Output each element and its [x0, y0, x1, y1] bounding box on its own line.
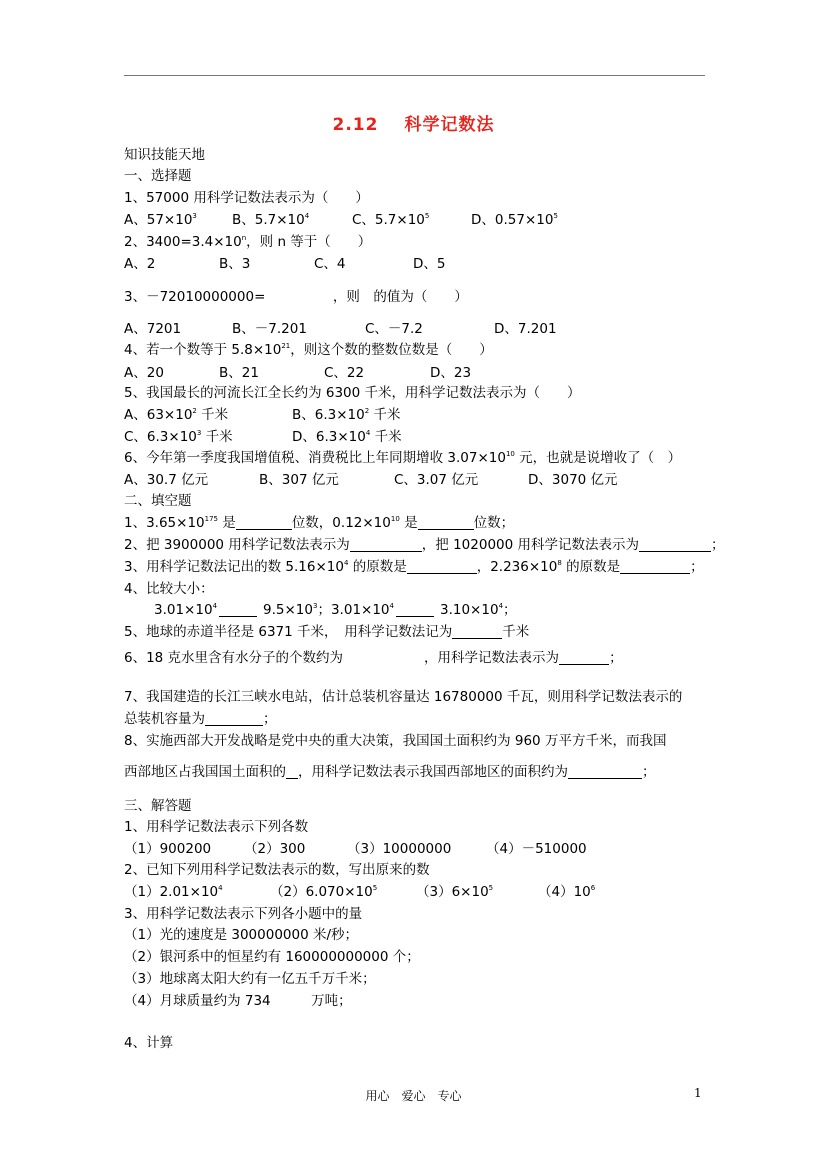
question-2-option-d: D、5 — [413, 256, 446, 272]
part-heading-choice: 一、选择题 — [124, 168, 192, 184]
solve-question-3-item-3: （3）地球离太阳大约有一亿五千万千米； — [124, 971, 376, 987]
solve-question-3-stem: 3、用科学记数法表示下列各小题中的量 — [124, 906, 363, 922]
title-text: 科学记数法 — [404, 115, 495, 135]
solve-question-1-item-3: （3）10000000 — [347, 841, 452, 857]
fill-question-6: 6、18 克水里含有水分子的个数约为 ，用科学记数法表示为 ； — [124, 650, 623, 666]
fill-question-1: 1、$3.65\times 10^{175}$ 是 位数，$0.12\times 10^{10}$ 是 位数； — [124, 515, 515, 531]
question-3-option-d: D、7.201 — [494, 321, 557, 337]
page-number: 1 — [694, 1086, 702, 1100]
question-6-option-d: D、3070 亿元 — [528, 472, 618, 488]
answer-blank[interactable] — [396, 602, 434, 617]
solve-question-2-stem: 2、已知下列用科学记数法表示的数，写出原来的数 — [124, 862, 430, 878]
title-number: 2.12 — [332, 115, 379, 135]
solve-question-2-item-4: $(4)10^6$ — [538, 884, 596, 900]
question-4-option-a: A、20 — [124, 365, 164, 381]
fill-question-2: 2、把 3900000 用科学记数法表示为 ，把 1020000 用科学记数法表示为 ； — [124, 537, 725, 553]
answer-blank[interactable] — [559, 650, 609, 665]
question-4-option-d: D、23 — [430, 365, 472, 381]
question-2-option-a: A、2 — [124, 256, 156, 272]
question-5-option-a: A、$63\times 10^2$ 千米 — [124, 407, 229, 423]
question-2-stem: 2、$3400=3.4\times 10^n$，则 n 等于（ ） — [124, 234, 372, 250]
fill-question-8-line-2: 西部地区占我国国土面积的 ，用科学记数法表示我国西部地区的面积约为 ； — [124, 764, 656, 780]
answer-blank[interactable] — [639, 537, 711, 552]
question-1-option-a: A、$57\times 10^3$ — [124, 212, 197, 228]
question-1-option-b: B、$5.7\times 10^4$ — [232, 212, 310, 228]
fill-question-8-line-1: 8、实施西部大开发战略是党中央的重大决策，我国国土面积约为 960 万平方千米，而我国 — [124, 733, 667, 749]
fill-question-7-line-1: 7、我国建造的长江三峡水电站，估计总装机容量达 16780000 千瓦，则用科学记数法表示的 — [124, 689, 683, 705]
question-5-option-b: B、$6.3\times 10^2$ 千米 — [292, 407, 401, 423]
fill-question-4-stem: 4、比较大小： — [124, 581, 214, 597]
page-footer: 用心 爱心 专心 — [365, 1089, 462, 1103]
question-3-stem: 3、－72010000000= ，则 的值为（ ） — [124, 289, 468, 305]
solve-question-3-item-2: （2）银河系中的恒星约有 160000000000 个； — [124, 949, 420, 965]
fill-question-3: 3、用科学记数法记出的数 $5.16\times 10^4$ 的原数是 ，$2.236\times 10^8$ 的原数是 ； — [124, 559, 704, 575]
answer-blank[interactable] — [236, 515, 292, 530]
part-heading-fill: 二、填空题 — [124, 493, 192, 509]
solve-question-1-item-2: （2）300 — [244, 841, 306, 857]
header-rule — [124, 75, 705, 76]
question-4-option-b: B、21 — [219, 365, 259, 381]
question-5-option-c: C、$6.3\times 10^3$ 千米 — [124, 429, 233, 445]
question-1-stem: 1、57000 用科学记数法表示为（ ） — [124, 190, 369, 206]
question-3-option-a: A、7201 — [124, 321, 182, 337]
section-heading: 知识技能天地 — [124, 147, 205, 163]
question-1-option-c: C、$5.7\times 10^5$ — [352, 212, 430, 228]
page-title — [0, 110, 827, 135]
answer-blank[interactable] — [205, 711, 263, 726]
answer-blank[interactable] — [418, 515, 474, 530]
question-6-option-b: B、307 亿元 — [259, 472, 339, 488]
question-6-option-a: A、30.7 亿元 — [124, 472, 209, 488]
question-3-option-b: B、－7.201 — [232, 321, 307, 337]
question-2-option-c: C、4 — [314, 256, 346, 272]
answer-blank[interactable] — [620, 559, 690, 574]
answer-blank[interactable] — [350, 537, 422, 552]
question-6-option-c: C、3.07 亿元 — [394, 472, 479, 488]
question-3-option-c: C、－7.2 — [365, 321, 423, 337]
answer-blank[interactable] — [568, 764, 642, 779]
question-5-stem: 5、我国最长的河流长江全长约为 6300 千米，用科学记数法表示为（ ） — [124, 385, 581, 401]
solve-question-1-item-4: （4）－510000 — [486, 841, 587, 857]
solve-question-2-item-3: $(3)6\times 10^5$ — [416, 884, 494, 900]
question-5-option-d: D、$6.3\times 10^4$ 千米 — [292, 429, 402, 445]
solve-question-2-item-2: $(2)6.070\times 10^5$ — [270, 884, 378, 900]
solve-question-4-stem: 4、计算 — [124, 1035, 174, 1051]
question-2-option-b: B、3 — [219, 256, 251, 272]
fill-question-4-comparisons: $3.01\times 10^4$ $9.5\times 10^3$；$3.01\times 10^4$ $3.10\times 10^4$； — [154, 602, 517, 618]
question-6-stem: 6、今年第一季度我国增值税、消费税比上年同期增收 $3.07\times 10^{10}$ 元，也就是说增收了（ ） — [124, 450, 682, 466]
answer-blank[interactable] — [407, 559, 477, 574]
question-4-stem: 4、若一个数等于 $5.8\times 10^{21}$，则这个数的整数位数是（ ） — [124, 342, 493, 358]
question-4-option-c: C、22 — [324, 365, 365, 381]
solve-question-2-item-1: $(1)2.01\times 10^4$ — [124, 884, 223, 900]
part-heading-answer: 三、解答题 — [124, 798, 192, 814]
answer-blank[interactable] — [219, 602, 257, 617]
question-1-option-d: D、$0.57\times 10^5$ — [471, 212, 558, 228]
solve-question-1-stem: 1、用科学记数法表示下列各数 — [124, 819, 309, 835]
solve-question-3-item-1: （1）光的速度是 300000000 米/秒； — [124, 927, 359, 943]
answer-blank[interactable] — [452, 624, 502, 639]
answer-blank[interactable] — [286, 764, 298, 779]
fill-question-7-line-2: 总装机容量为 ； — [124, 711, 277, 727]
fill-question-5: 5、地球的赤道半径是 6371 千米， 用科学记数法记为 千米 — [124, 624, 530, 640]
solve-question-3-item-4: （4）月球质量约为 734 万吨； — [124, 993, 352, 1009]
solve-question-1-item-1: （1）900200 — [124, 841, 212, 857]
